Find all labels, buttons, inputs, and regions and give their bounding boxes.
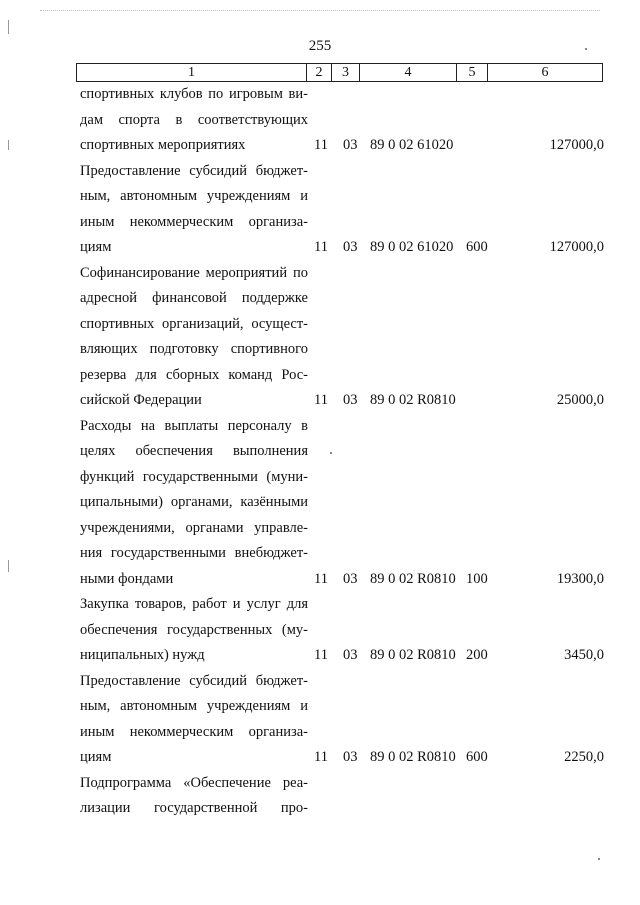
description-line: ниципальных) нужд xyxy=(80,647,205,663)
column-header-2: 2 xyxy=(307,64,332,82)
column-header-table xyxy=(76,63,603,82)
budget-row xyxy=(0,669,640,771)
row-c3-value: 03 xyxy=(343,749,358,765)
row-c2-value: 11 xyxy=(314,239,328,255)
column-header-4: 4 xyxy=(360,64,457,82)
budget-row xyxy=(0,261,640,414)
description-line: иным некоммерческим организа- xyxy=(80,213,308,230)
page-number: 255 xyxy=(308,38,332,54)
row-c2-value: 11 xyxy=(314,647,328,663)
row-c5-value: 600 xyxy=(466,749,488,765)
description-line: дам спорта в соответствующих xyxy=(80,111,308,128)
row-description xyxy=(80,261,308,414)
row-c6-value: 2250,0 xyxy=(564,749,604,765)
budget-row xyxy=(0,82,640,159)
budget-row xyxy=(0,414,640,593)
description-line: вляющих подготовку спортивного xyxy=(80,341,308,357)
row-c4-value: 89 0 02 R0810 xyxy=(370,570,456,587)
description-line: ным, автономным учреждениям и xyxy=(80,188,308,204)
budget-row xyxy=(0,159,640,261)
row-description xyxy=(80,414,308,593)
description-line: резерва для сборных команд Рос- xyxy=(80,366,308,383)
row-c2-value: 11 xyxy=(314,749,328,765)
description-line: Подпрограмма «Обеспечение реа- xyxy=(80,774,308,791)
row-c4-value: 89 0 02 R0810 xyxy=(370,647,456,663)
scan-margin-mark xyxy=(8,20,9,34)
description-line: функций государственными (муни- xyxy=(80,468,308,485)
row-c2-value: 11 xyxy=(314,137,328,153)
description-line: Закупка товаров, работ и услуг для xyxy=(80,596,308,612)
row-c4-value: 89 0 02 61020 xyxy=(370,137,454,153)
row-c3-value: 03 xyxy=(343,137,358,153)
row-c5-value: 600 xyxy=(466,239,488,255)
row-c5-value: 100 xyxy=(466,570,488,587)
scan-edge xyxy=(40,10,600,11)
row-c6-value: 25000,0 xyxy=(556,392,604,408)
row-c6-value: 19300,0 xyxy=(556,570,604,587)
row-c3-value: 03 xyxy=(343,239,358,255)
description-line: ципальными) органами, казёнными xyxy=(80,494,308,510)
description-line: адресной финансовой поддержке xyxy=(80,290,308,306)
column-header-6: 6 xyxy=(488,64,603,82)
row-c4-value: 89 0 02 R0810 xyxy=(370,749,456,765)
description-line: циям xyxy=(80,749,112,765)
description-line: спортивных организаций, осущест- xyxy=(80,315,308,332)
description-line: ным, автономным учреждениям и xyxy=(80,698,308,714)
row-description xyxy=(80,82,308,159)
description-line: ния государственными внебюджет- xyxy=(80,545,308,561)
column-header-1: 1 xyxy=(77,64,307,82)
row-description xyxy=(80,669,308,771)
description-line: сийской Федерации xyxy=(80,392,202,408)
description-line: ными фондами xyxy=(80,570,174,587)
row-c4-value: 89 0 02 61020 xyxy=(370,239,454,255)
description-line: учреждениями, органами управле- xyxy=(80,519,308,536)
row-c6-value: 3450,0 xyxy=(564,647,604,663)
row-c3-value: 03 xyxy=(343,647,358,663)
row-c3-value: 03 xyxy=(343,392,358,408)
description-line: обеспечения государственных (му- xyxy=(80,621,308,638)
description-line: спортивных мероприятиях xyxy=(80,137,246,153)
row-c6-value: 127000,0 xyxy=(549,239,604,255)
row-description xyxy=(80,592,308,669)
description-line: Расходы на выплаты персоналу в xyxy=(80,417,308,434)
row-c4-value: 89 0 02 R0810 xyxy=(370,392,456,408)
row-description xyxy=(80,159,308,261)
row-c6-value: 127000,0 xyxy=(549,137,604,153)
row-description xyxy=(80,771,308,822)
description-line: иным некоммерческим организа- xyxy=(80,723,308,740)
description-line: циям xyxy=(80,239,112,255)
budget-row xyxy=(0,771,640,822)
row-c5-value: 200 xyxy=(466,647,488,663)
description-line: спортивных клубов по игровым ви- xyxy=(80,86,308,102)
row-c3-value: 03 xyxy=(343,570,358,587)
description-line: Софинансирование мероприятий по xyxy=(80,264,308,281)
budget-row xyxy=(0,592,640,669)
row-c2-value: 11 xyxy=(314,570,328,587)
scan-speck xyxy=(598,858,600,860)
description-line: целях обеспечения выполнения xyxy=(80,443,308,459)
description-line: лизации государственной про- xyxy=(80,800,308,816)
row-c2-value: 11 xyxy=(314,392,328,408)
column-header-5: 5 xyxy=(457,64,488,82)
description-line: Предоставление субсидий бюджет- xyxy=(80,162,308,179)
description-line: Предоставление субсидий бюджет- xyxy=(80,672,308,689)
column-header-3: 3 xyxy=(332,64,360,82)
